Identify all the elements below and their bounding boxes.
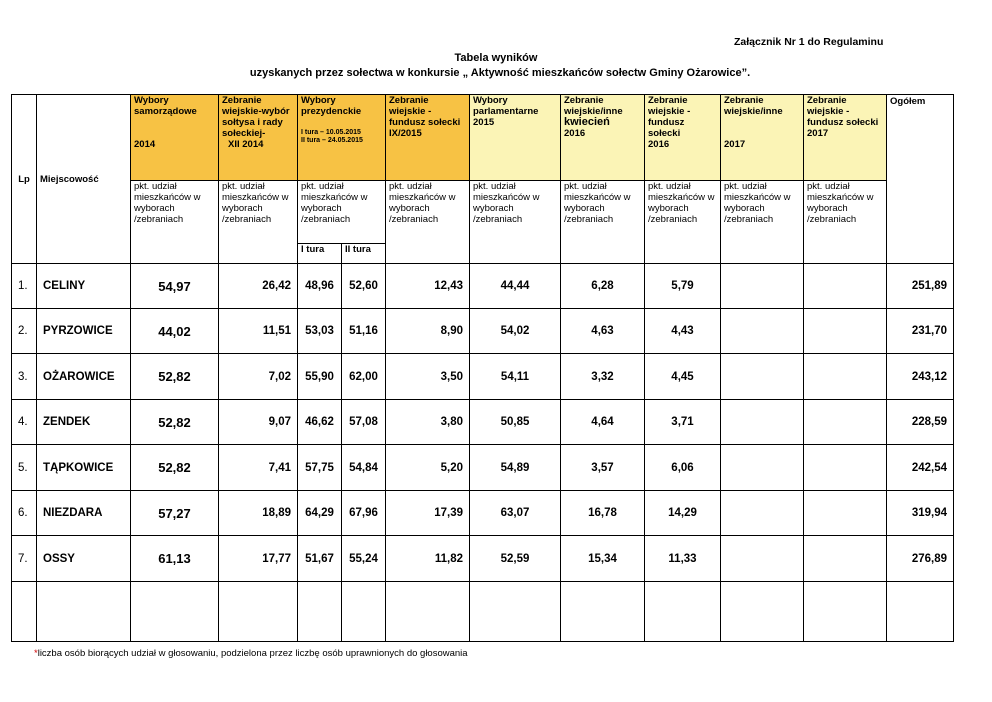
- row-solecki-fund-2015: 12,43: [386, 264, 470, 309]
- locality-header: Miejscowość: [37, 95, 131, 264]
- tura1-header: I tura: [298, 244, 342, 264]
- row-local-elections: 57,27: [131, 491, 219, 536]
- row-village-meeting-2014: 7,41: [219, 445, 298, 491]
- pkt-label: pkt. udział mieszkańców w wyborach /zebraniach: [561, 181, 645, 264]
- row-lp: 3.: [12, 354, 37, 400]
- row-solecki-fund-2016: 4,45: [645, 354, 721, 400]
- table-title: Tabela wyników: [454, 52, 538, 64]
- row-lp: 5.: [12, 445, 37, 491]
- row-village-other-2017: [721, 445, 804, 491]
- row-solecki-fund-2015: 3,50: [386, 354, 470, 400]
- total-header: Ogółem: [890, 96, 926, 107]
- row-locality: OŻAROWICE: [37, 354, 131, 400]
- row-presidential-round2: 54,84: [342, 445, 386, 491]
- table-subtitle: uzyskanych przez sołectwa w konkursie „ Aktywność mieszkańców sołectw Gminy Ożarowice”.: [249, 67, 751, 79]
- row-village-other-2017: [721, 491, 804, 536]
- row-total: 276,89: [887, 536, 954, 582]
- row-lp: 4.: [12, 400, 37, 445]
- row-locality: CELINY: [37, 264, 131, 309]
- row-total: 242,54: [887, 445, 954, 491]
- row-presidential-round1: 57,75: [298, 445, 342, 491]
- row-locality: TĄPKOWICE: [37, 445, 131, 491]
- row-total: 251,89: [887, 264, 954, 309]
- row-presidential-round1: 55,90: [298, 354, 342, 400]
- row-presidential-round2: 51,16: [342, 309, 386, 354]
- row-parliamentary: 50,85: [470, 400, 561, 445]
- row-solecki-fund-2016: 11,33: [645, 536, 721, 582]
- header-row: [12, 95, 954, 181]
- row-total: 319,94: [887, 491, 954, 536]
- total-header-cell: [887, 95, 954, 264]
- row-presidential-round1: 64,29: [298, 491, 342, 536]
- col-solecki-fund-2015-header: Zebranie wiejskie -fundusz sołecki IX/2015: [386, 95, 470, 181]
- row-village-other-2017: [721, 536, 804, 582]
- row-presidential-round1: 51,67: [298, 536, 342, 582]
- row-village-other-2016: 15,34: [561, 536, 645, 582]
- row-presidential-round1: 48,96: [298, 264, 342, 309]
- row-village-meeting-2014: 26,42: [219, 264, 298, 309]
- row-solecki-fund-2017: [804, 400, 887, 445]
- table-row: [12, 309, 954, 354]
- pkt-label: pkt. udział mieszkańców w wyborach /zebraniach: [386, 181, 470, 264]
- row-solecki-fund-2016: 14,29: [645, 491, 721, 536]
- row-presidential-round2: 57,08: [342, 400, 386, 445]
- lp-header: Lp: [12, 95, 37, 264]
- row-local-elections: 52,82: [131, 354, 219, 400]
- row-solecki-fund-2017: [804, 445, 887, 491]
- row-solecki-fund-2016: 4,43: [645, 309, 721, 354]
- row-presidential-round2: 62,00: [342, 354, 386, 400]
- pkt-label: pkt. udział mieszkańców w wyborach /zebraniach: [470, 181, 561, 264]
- row-lp: 6.: [12, 491, 37, 536]
- row-village-meeting-2014: 7,02: [219, 354, 298, 400]
- row-lp: 1.: [12, 264, 37, 309]
- row-village-other-2016: 3,57: [561, 445, 645, 491]
- table-row: [12, 536, 954, 582]
- col-solecki-fund-2016-header: Zebranie wiejskie -fundusz sołecki 2016: [645, 95, 721, 181]
- row-village-other-2016: 3,32: [561, 354, 645, 400]
- col-village-other-2016-header: Zebranie wiejskie/inne kwiecień 2016: [561, 95, 645, 181]
- row-solecki-fund-2017: [804, 354, 887, 400]
- row-locality: OSSY: [37, 536, 131, 582]
- row-solecki-fund-2015: 3,80: [386, 400, 470, 445]
- row-parliamentary: 63,07: [470, 491, 561, 536]
- row-village-other-2016: 4,63: [561, 309, 645, 354]
- col-local-elections-header: Wybory samorządowe 2014: [131, 95, 219, 181]
- empty-row: [12, 582, 954, 642]
- table-row: [12, 491, 954, 536]
- row-total: 243,12: [887, 354, 954, 400]
- row-village-other-2016: 4,64: [561, 400, 645, 445]
- col-village-other-2017-header: Zebranie wiejskie/inne 2017: [721, 95, 804, 181]
- table-row: [12, 445, 954, 491]
- row-locality: NIEZDARA: [37, 491, 131, 536]
- pkt-label: pkt. udział mieszkańców w wyborach /zebraniach: [298, 181, 386, 244]
- row-local-elections: 54,97: [131, 264, 219, 309]
- row-solecki-fund-2015: 5,20: [386, 445, 470, 491]
- row-village-meeting-2014: 9,07: [219, 400, 298, 445]
- row-solecki-fund-2017: [804, 536, 887, 582]
- pkt-label: pkt. udział mieszkańców w wyborach /zebraniach: [804, 181, 887, 264]
- pkt-label: pkt. udział mieszkańców w wyborach /zebraniach: [645, 181, 721, 264]
- row-parliamentary: 54,02: [470, 309, 561, 354]
- row-total: 231,70: [887, 309, 954, 354]
- attachment-label: Załącznik Nr 1 do Regulaminu: [734, 36, 884, 48]
- row-village-meeting-2014: 11,51: [219, 309, 298, 354]
- table-row: [12, 400, 954, 445]
- row-village-other-2016: 16,78: [561, 491, 645, 536]
- row-solecki-fund-2016: 6,06: [645, 445, 721, 491]
- table-row: [12, 264, 954, 309]
- row-parliamentary: 44,44: [470, 264, 561, 309]
- row-lp: 7.: [12, 536, 37, 582]
- row-presidential-round2: 67,96: [342, 491, 386, 536]
- row-solecki-fund-2015: 11,82: [386, 536, 470, 582]
- row-locality: PYRZOWICE: [37, 309, 131, 354]
- row-solecki-fund-2017: [804, 309, 887, 354]
- row-parliamentary: 52,59: [470, 536, 561, 582]
- col-presidential-header: Wybory prezydenckie I tura – 10.05.2015 II tura – 24.05.2015: [298, 95, 386, 181]
- row-village-other-2017: [721, 309, 804, 354]
- row-lp: 2.: [12, 309, 37, 354]
- row-parliamentary: 54,89: [470, 445, 561, 491]
- row-village-other-2016: 6,28: [561, 264, 645, 309]
- row-locality: ZENDEK: [37, 400, 131, 445]
- row-parliamentary: 54,11: [470, 354, 561, 400]
- footnote: *liczba osób biorących udział w głosowaniu, podzielona przez liczbę osób uprawnionych do głosowania: [34, 648, 468, 659]
- row-local-elections: 61,13: [131, 536, 219, 582]
- row-presidential-round1: 46,62: [298, 400, 342, 445]
- row-local-elections: 52,82: [131, 445, 219, 491]
- col-parliamentary-header: Wybory parlamentarne 2015: [470, 95, 561, 181]
- row-presidential-round2: 55,24: [342, 536, 386, 582]
- row-solecki-fund-2015: 8,90: [386, 309, 470, 354]
- pkt-row: [12, 181, 954, 244]
- pkt-label: pkt. udział mieszkańców w wyborach /zebraniach: [219, 181, 298, 264]
- pkt-label: pkt. udział mieszkańców w wyborach /zebraniach: [721, 181, 804, 264]
- col-village-meeting-2014-header: Zebranie wiejskie-wybór sołtysa i rady sołeckiej- XII 2014: [219, 95, 298, 181]
- results-table: [11, 94, 954, 642]
- row-presidential-round1: 53,03: [298, 309, 342, 354]
- col-solecki-fund-2017-header: Zebranie wiejskie -fundusz sołecki 2017: [804, 95, 887, 181]
- row-village-other-2017: [721, 264, 804, 309]
- tura2-header: II tura: [342, 244, 386, 264]
- row-total: 228,59: [887, 400, 954, 445]
- pkt-label: pkt. udział mieszkańców w wyborach /zebraniach: [131, 181, 219, 264]
- row-village-meeting-2014: 17,77: [219, 536, 298, 582]
- row-local-elections: 44,02: [131, 309, 219, 354]
- row-village-meeting-2014: 18,89: [219, 491, 298, 536]
- row-local-elections: 52,82: [131, 400, 219, 445]
- row-village-other-2017: [721, 354, 804, 400]
- row-solecki-fund-2016: 5,79: [645, 264, 721, 309]
- row-solecki-fund-2016: 3,71: [645, 400, 721, 445]
- row-village-other-2017: [721, 400, 804, 445]
- row-solecki-fund-2015: 17,39: [386, 491, 470, 536]
- row-presidential-round2: 52,60: [342, 264, 386, 309]
- table-row: [12, 354, 954, 400]
- row-solecki-fund-2017: [804, 491, 887, 536]
- row-solecki-fund-2017: [804, 264, 887, 309]
- footnote-star: *: [34, 648, 38, 659]
